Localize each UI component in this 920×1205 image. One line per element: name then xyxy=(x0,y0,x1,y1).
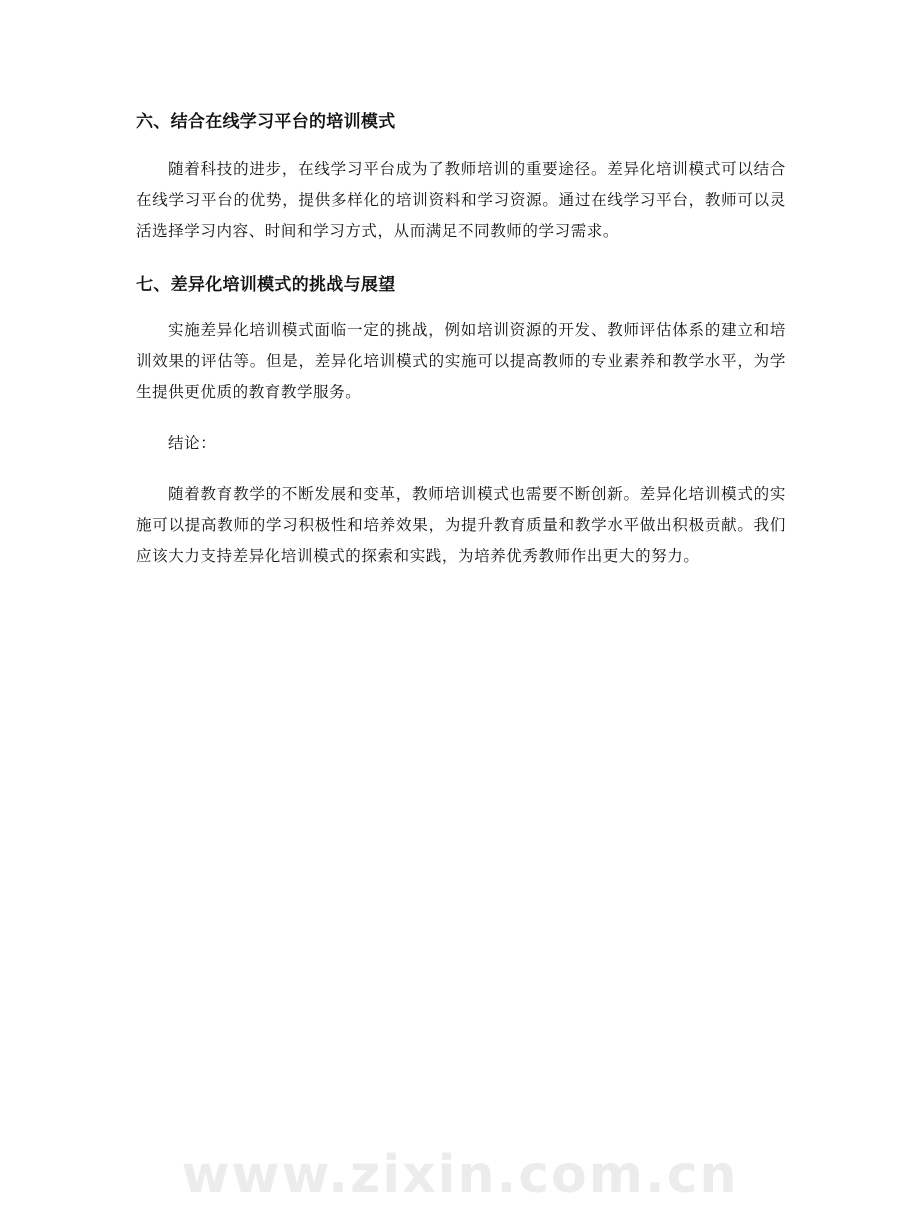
conclusion-label: 结论： xyxy=(168,434,217,452)
section-heading-7: 七、差异化培训模式的挑战与展望 xyxy=(136,275,396,295)
conclusion-paragraph: 随着教育教学的不断发展和变革，教师培训模式也需要不断创新。差异化培训模式的实施可以提高教师的学习积极性和培养效果，为提升教育质量和教学水平做出积极贡献。我们应该大力支持差异化培训模式的探索和实践，为培养优秀教师作出更大的努力。 xyxy=(136,485,786,565)
watermark: www.zixin.com.cn xyxy=(181,1145,739,1205)
document-page xyxy=(136,100,786,572)
section-heading-6: 六、结合在线学习平台的培训模式 xyxy=(136,112,396,132)
section-paragraph-7: 实施差异化培训模式面临一定的挑战，例如培训资源的开发、教师评估体系的建立和培训效果的评估等。但是，差异化培训模式的实施可以提高教师的专业素养和教学水平，为学生提供更优质的教育教学服务。 xyxy=(136,321,786,401)
section-paragraph-6: 随着科技的进步，在线学习平台成为了教师培训的重要途径。差异化培训模式可以结合在线学习平台的优势，提供多样化的培训资料和学习资源。通过在线学习平台，教师可以灵活选择学习内容、时间和学习方式，从而满足不同教师的学习需求。 xyxy=(136,160,786,240)
